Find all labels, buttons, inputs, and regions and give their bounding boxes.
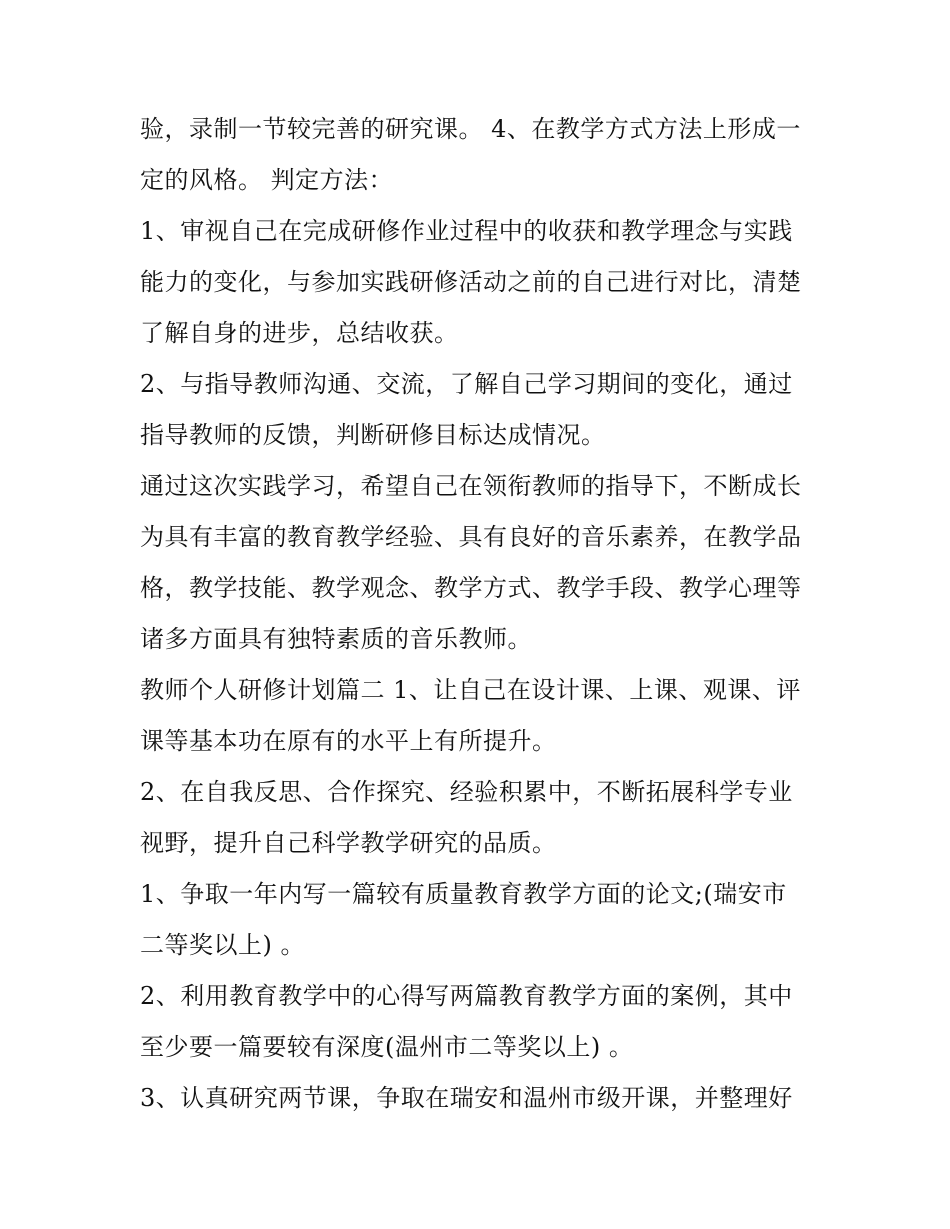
text-line: 2、利用教育教学中的心得写两篇教育教学方面的案例，其中: [140, 982, 793, 1010]
text-line: 2、与指导教师沟通、交流，了解自己学习期间的变化，通过: [140, 370, 793, 398]
text-line: 3、认真研究两节课，争取在瑞安和温州市级开课，并整理好: [140, 1084, 793, 1112]
text-line: 至少要一篇要较有深度(温州市二等奖以上) 。: [140, 1033, 634, 1061]
text-line: 教师个人研修计划篇二 1、让自己在设计课、上课、观课、评: [140, 676, 801, 704]
text-line: 课等基本功在原有的水平上有所提升。: [140, 727, 557, 755]
paragraph: [140, 665, 820, 767]
document-body: [140, 104, 820, 1124]
text-line: 了解自身的进步，总结收获。: [140, 319, 459, 347]
text-line: 定的风格。 判定方法：: [140, 166, 394, 194]
text-line: 诸多方面具有独特素质的音乐教师。: [140, 625, 532, 653]
text-line: 视野，提升自己科学教学研究的品质。: [140, 829, 557, 857]
text-line: 格，教学技能、教学观念、教学方式、教学手段、教学心理等: [140, 574, 802, 602]
text-line: 指导教师的反馈，判断研修目标达成情况。: [140, 421, 606, 449]
text-line: 1、争取一年内写一篇较有质量教育教学方面的论文;(瑞安市: [140, 880, 787, 908]
text-line: 二等奖以上) 。: [140, 931, 305, 959]
text-line: 1、审视自己在完成研修作业过程中的收获和教学理念与实践: [140, 217, 793, 245]
text-line: 能力的变化，与参加实践研修活动之前的自己进行对比，清楚: [140, 268, 802, 296]
paragraph: [140, 767, 820, 869]
paragraph: [140, 359, 820, 461]
text-line: 2、在自我反思、合作探究、经验积累中，不断拓展科学专业: [140, 778, 793, 806]
text-line: 验，录制一节较完善的研究课。 4、在教学方式方法上形成一: [140, 115, 801, 143]
paragraph: [140, 104, 820, 206]
text-line: 为具有丰富的教育教学经验、具有良好的音乐素养，在教学品: [140, 523, 802, 551]
paragraph: [140, 971, 820, 1073]
paragraph: [140, 206, 820, 359]
paragraph: [140, 869, 820, 971]
text-line: 通过这次实践学习，希望自己在领衔教师的指导下，不断成长: [140, 472, 802, 500]
paragraph: [140, 461, 820, 665]
paragraph: [140, 1073, 820, 1124]
